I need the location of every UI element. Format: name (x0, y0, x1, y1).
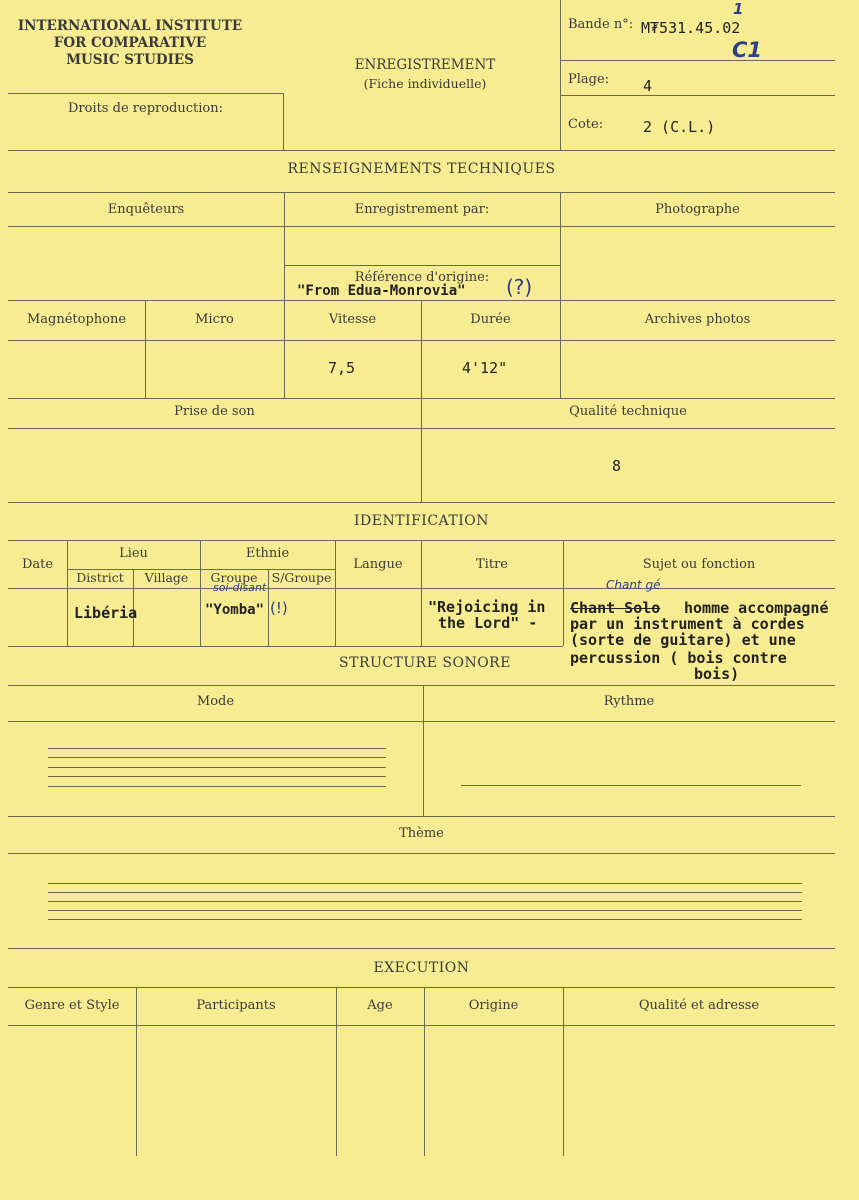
date-label: Date (21, 557, 54, 572)
origine-label: Origine (468, 998, 519, 1013)
reference-hand-annotation: (?) (506, 275, 533, 299)
bande-hand-annotation-top: 1 (733, 0, 744, 18)
prise-de-son-label: Prise de son (174, 404, 255, 419)
form-subtitle: (Fiche individuelle) (363, 76, 487, 91)
sujet-line1: homme accompagné (684, 599, 829, 617)
photographe-label: Photographe (655, 202, 740, 217)
sujet-hand-annotation: Chant gé (606, 578, 661, 592)
plage-value: 4 (643, 77, 653, 95)
rule-line (8, 1025, 835, 1026)
rule-line (560, 192, 561, 398)
rule-line (48, 786, 386, 787)
mode-label: Mode (196, 694, 235, 709)
sujet-line4: percussion ( bois contre (570, 649, 787, 667)
rule-line (421, 300, 422, 502)
rule-line (8, 816, 835, 817)
rule-line (560, 0, 561, 150)
micro-label: Micro (195, 312, 234, 327)
lieu-label: Lieu (119, 546, 148, 561)
langue-label: Langue (353, 557, 403, 572)
rule-line (8, 987, 835, 988)
institute-name-line3: MUSIC STUDIES (66, 52, 194, 68)
cote-value: 2 (C.L.) (643, 118, 716, 136)
bande-value: M₮531.45.02 (641, 19, 741, 37)
qualite-technique-label: Qualité technique (569, 404, 687, 419)
sujet-line5: bois) (694, 665, 740, 683)
section-title-technique: RENSEIGNEMENTS TECHNIQUES (287, 161, 556, 177)
groupe-hand-paren: (!) (270, 599, 288, 617)
magnetophone-label: Magnétophone (26, 312, 127, 327)
genre-style-label: Genre et Style (24, 998, 120, 1013)
vitesse-label: Vitesse (328, 312, 377, 327)
rule-line (8, 93, 283, 94)
village-label: Village (144, 570, 189, 585)
rule-line (48, 748, 386, 749)
qualite-adresse-label: Qualité et adresse (638, 998, 760, 1013)
sgroupe-label: S/Groupe (271, 570, 332, 585)
droits-label: Droits de reproduction: (67, 101, 223, 116)
rule-line (560, 60, 835, 61)
qualite-technique-value: 8 (612, 457, 622, 475)
section-title-identification: IDENTIFICATION (354, 513, 489, 529)
groupe-value: "Yomba" (205, 602, 265, 618)
institute-name-line1: INTERNATIONAL INSTITUTE (17, 18, 243, 34)
ethnie-label: Ethnie (245, 546, 290, 561)
district-value: Libéria (74, 604, 138, 622)
rule-line (563, 540, 564, 646)
section-title-execution: EXECUTION (373, 960, 470, 976)
age-label: Age (367, 998, 393, 1013)
enqueteurs-label: Enquêteurs (107, 202, 185, 217)
titre-label: Titre (476, 557, 508, 572)
rule-line (48, 767, 386, 768)
vitesse-value: 7,5 (328, 359, 356, 377)
rule-line (335, 540, 336, 646)
rule-line (8, 948, 835, 949)
sujet-line2: par un instrument à cordes (570, 615, 805, 633)
rule-line (48, 757, 386, 758)
duree-label: Durée (470, 312, 511, 327)
groupe-hand-annotation: soi-disant (213, 581, 267, 594)
participants-label: Participants (196, 998, 276, 1013)
rule-line (8, 853, 835, 854)
rule-line (8, 192, 835, 193)
rule-line (48, 919, 802, 920)
reference-label: Référence d'origine: (354, 270, 490, 285)
rule-line (8, 721, 835, 722)
rule-line (8, 646, 563, 647)
rule-line (461, 785, 801, 786)
institute-name-line2: FOR COMPARATIVE (53, 35, 207, 51)
sujet-label: Sujet ou fonction (642, 557, 756, 572)
rule-line (8, 150, 835, 151)
duree-value: 4'12" (462, 359, 508, 377)
rule-line (48, 892, 802, 893)
rule-line (8, 428, 835, 429)
groupe-label: Groupe (210, 570, 258, 585)
theme-label: Thème (399, 826, 444, 841)
rule-line (8, 226, 835, 227)
bande-hand-annotation: C1 (732, 38, 763, 62)
sujet-line3: (sorte de guitare) et une (570, 631, 796, 649)
rule-line (284, 265, 560, 266)
form-title: ENREGISTREMENT (354, 57, 496, 73)
archives-photos-label: Archives photos (644, 312, 751, 327)
rule-line (8, 685, 835, 686)
section-title-structure: STRUCTURE SONORE (339, 655, 511, 671)
rule-line (283, 93, 284, 150)
rule-line (8, 502, 835, 503)
rule-line (48, 883, 802, 884)
rule-line (48, 910, 802, 911)
cote-label: Cote: (568, 117, 604, 132)
rule-line (421, 540, 422, 646)
bande-label: Bande n°: (568, 17, 634, 32)
rule-line (48, 776, 386, 777)
enregistrement-label: Enregistrement par: (354, 202, 490, 217)
reference-value: "From Edua-Monrovia" (297, 283, 466, 299)
titre-value-line1: "Rejoicing in (428, 598, 546, 616)
sujet-struck-text: Chant Solo (570, 599, 661, 617)
rule-line (560, 95, 835, 96)
rule-line (48, 901, 802, 902)
titre-value-line2: the Lord" - (438, 614, 538, 632)
district-label: District (76, 570, 124, 585)
rythme-label: Rythme (603, 694, 655, 709)
rule-line (8, 398, 835, 399)
plage-label: Plage: (568, 72, 610, 87)
